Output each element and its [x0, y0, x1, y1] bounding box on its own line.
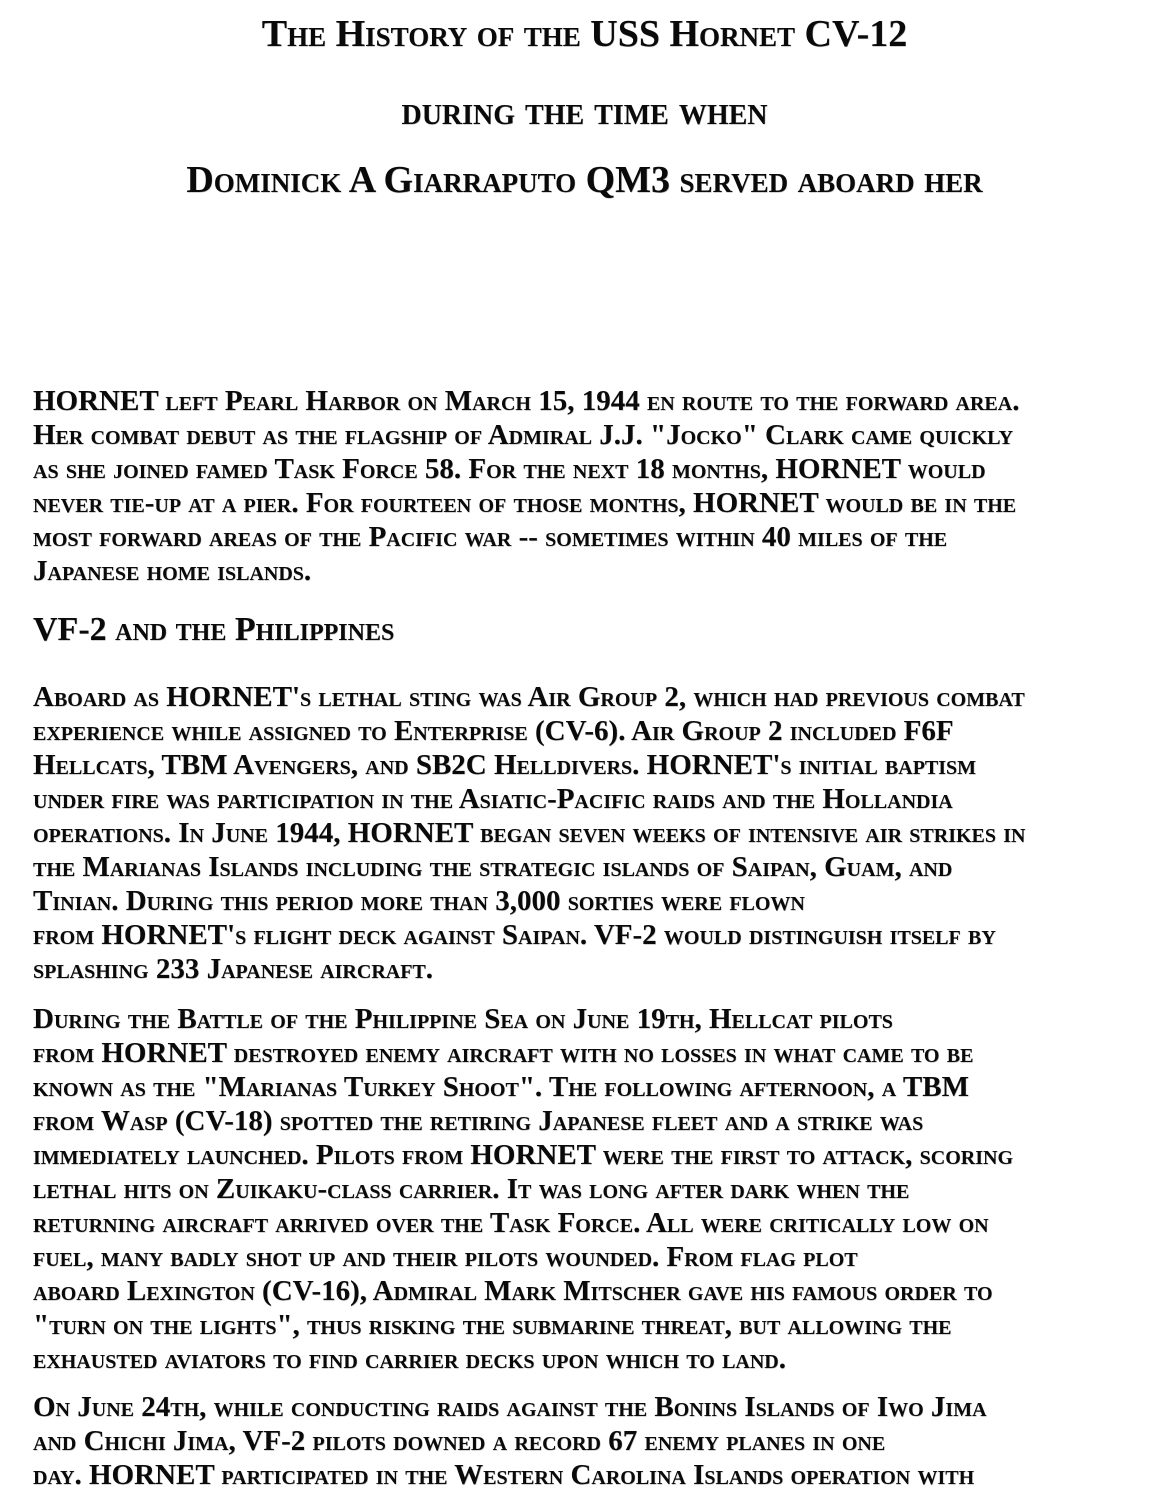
document-subtitle: during the time when [401, 88, 768, 133]
text-line: never tie-up at a pier. For fourteen of those months, HORNET would be in the [33, 487, 1017, 519]
document-subtitle-name: Dominick A Giarraputo QM3 served aboard her [186, 159, 983, 201]
section-heading-vf2-philippines: VF-2 and the Philippines [33, 611, 395, 648]
text-line: HORNET left Pearl Harbor on March 15, 1944 en route to the forward area. [33, 385, 1020, 417]
text-line: and Chichi Jima, VF-2 pilots downed a record 67 enemy planes in one [33, 1425, 886, 1457]
text-line: most forward areas of the Pacific war -- sometimes within 40 miles of the [33, 521, 948, 553]
text-line: Japanese home islands. [33, 555, 312, 587]
text-line: experience while assigned to Enterprise (CV-6). Air Group 2 included F6F [33, 715, 954, 747]
text-line: the Marianas Islands including the strategic islands of Saipan, Guam, and [33, 851, 953, 883]
text-line: from HORNET's flight deck against Saipan. VF-2 would distinguish itself by [33, 919, 996, 951]
paragraph-bonins-raids [33, 1390, 1136, 1492]
text-line: day. HORNET participated in the Western Carolina Islands operation with [33, 1459, 975, 1491]
text-line: Tinian. During this period more than 3,000 sorties were flown [33, 885, 805, 917]
text-line: During the Battle of the Philippine Sea on June 19th, Hellcat pilots [33, 1003, 893, 1035]
text-line: Aboard as HORNET's lethal sting was Air Group 2, which had previous combat [33, 681, 1025, 713]
paragraph-philippine-sea [33, 1002, 1136, 1376]
text-line: splashing 233 Japanese aircraft. [33, 953, 434, 985]
text-line: On June 24th, while conducting raids against the Bonins Islands of Iwo Jima [33, 1391, 987, 1423]
text-line: operations. In June 1944, HORNET began seven weeks of intensive air strikes in [33, 817, 1026, 849]
text-line: immediately launched. Pilots from HORNET were the first to attack, scoring [33, 1139, 1014, 1171]
text-line: from Wasp (CV-18) spotted the retiring Japanese fleet and a strike was [33, 1105, 924, 1137]
text-line: "turn on the lights", thus risking the submarine threat, but allowing the [33, 1309, 952, 1341]
text-line: Her combat debut as the flagship of Admiral J.J. "Jocko" Clark came quickly [33, 419, 1014, 451]
text-line: returning aircraft arrived over the Task Force. All were critically low on [33, 1207, 989, 1239]
paragraph-air-group-2 [33, 680, 1136, 986]
text-line: aboard Lexington (CV-16), Admiral Mark Mitscher gave his famous order to [33, 1275, 993, 1307]
text-line: exhausted aviators to find carrier decks upon which to land. [33, 1343, 786, 1375]
text-line: Hellcats, TBM Avengers, and SB2C Helldivers. HORNET's initial baptism [33, 749, 977, 781]
text-line: lethal hits on Zuikaku-class carrier. It was long after dark when the [33, 1173, 910, 1205]
text-line: as she joined famed Task Force 58. For the next 18 months, HORNET would [33, 453, 986, 485]
text-line: known as the "Marianas Turkey Shoot". The following afternoon, a TBM [33, 1071, 969, 1103]
text-line: from HORNET destroyed enemy aircraft with no losses in what came to be [33, 1037, 974, 1069]
document-title: The History of the USS Hornet CV-12 [261, 13, 908, 55]
text-line: under fire was participation in the Asiatic-Pacific raids and the Hollandia [33, 783, 953, 815]
paragraph-pearl-harbor [33, 384, 1136, 588]
text-line: fuel, many badly shot up and their pilots wounded. From flag plot [33, 1241, 858, 1273]
